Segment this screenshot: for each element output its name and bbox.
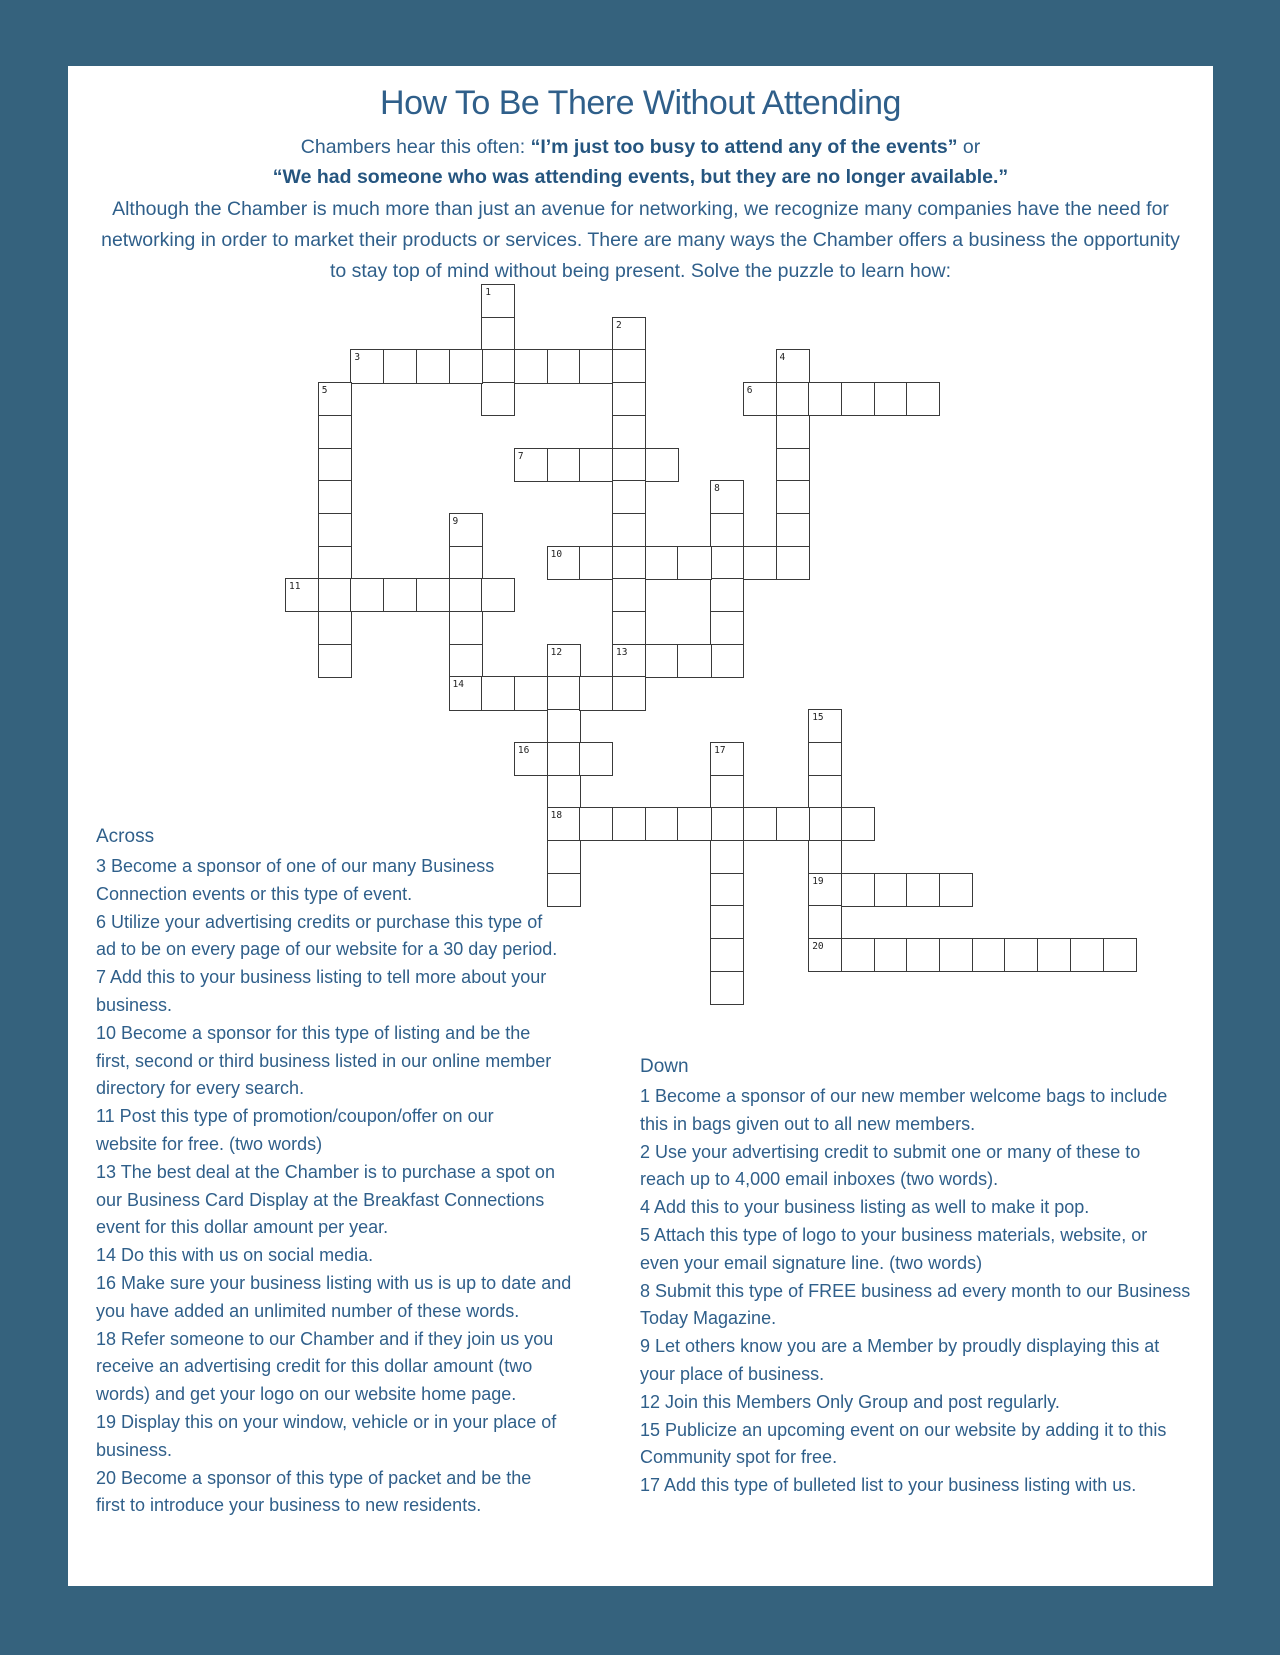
across-clue-line: 14 Do this with us on social media. xyxy=(96,1245,374,1266)
crossword-cell[interactable] xyxy=(710,807,744,841)
crossword-cell[interactable] xyxy=(874,938,908,972)
crossword-cell[interactable] xyxy=(645,807,679,841)
crossword-cell[interactable] xyxy=(612,448,646,482)
crossword-cell[interactable] xyxy=(645,546,679,580)
crossword-cell[interactable] xyxy=(514,349,548,383)
down-clue-line: this in bags given out to all new members. xyxy=(640,1113,976,1134)
crossword-cell[interactable] xyxy=(547,873,581,907)
crossword-cell[interactable] xyxy=(710,513,744,547)
crossword-cell[interactable] xyxy=(612,676,646,710)
across-clue-line: 16 Make sure your business listing with us is up to date and xyxy=(96,1273,572,1293)
crossword-cell[interactable] xyxy=(612,546,646,580)
across-clue-line: 7 Add this to your business listing to tell more about your xyxy=(96,967,547,988)
crossword-cell[interactable] xyxy=(710,546,744,580)
down-clue-line: even your email signature line. (two words) xyxy=(640,1252,983,1273)
crossword-cell[interactable] xyxy=(612,513,646,547)
down-clue-line: reach up to 4,000 email inboxes (two words). xyxy=(640,1169,999,1190)
intro-quote-2: “We had someone who was attending events, but they are no longer available.” xyxy=(272,166,1009,188)
crossword-cell[interactable] xyxy=(547,349,581,383)
across-clue-line: directory for every search. xyxy=(96,1078,305,1099)
crossword-cell[interactable] xyxy=(612,578,646,612)
crossword-cell[interactable] xyxy=(1004,938,1038,972)
clue-number-7: 7 xyxy=(517,450,524,462)
crossword-cell[interactable] xyxy=(612,807,646,841)
crossword-cell[interactable] xyxy=(808,840,842,874)
across-clue-line: 10 Become a sponsor for this type of listing and be the xyxy=(96,1022,531,1043)
crossword-cell[interactable] xyxy=(645,448,679,482)
crossword-cell[interactable] xyxy=(318,644,352,678)
clue-number-20: 20 xyxy=(812,941,824,952)
clue-number-12: 12 xyxy=(550,646,563,658)
crossword-cell[interactable] xyxy=(677,807,711,841)
crossword-cell[interactable] xyxy=(481,349,515,383)
crossword-cell[interactable] xyxy=(710,971,744,1005)
clue-number-10: 10 xyxy=(550,548,563,560)
down-heading: Down xyxy=(640,1056,689,1077)
crossword-cell[interactable] xyxy=(776,513,810,547)
crossword-cell[interactable] xyxy=(841,873,875,907)
across-clue-line: business. xyxy=(96,1439,173,1460)
crossword-cell[interactable] xyxy=(481,578,515,612)
crossword-cell[interactable] xyxy=(579,448,613,482)
across-clue-line: you have added an unlimited number of these words. xyxy=(96,1300,520,1321)
across-clue-line: business. xyxy=(96,995,173,1015)
crossword-cell[interactable] xyxy=(547,448,581,482)
crossword-cell[interactable] xyxy=(808,382,842,416)
clue-number-16: 16 xyxy=(517,744,530,756)
clue-number-9: 9 xyxy=(452,515,459,527)
crossword-cell[interactable] xyxy=(874,873,908,907)
clue-number-2: 2 xyxy=(616,319,622,331)
crossword-cell[interactable] xyxy=(612,480,646,514)
crossword-cell[interactable] xyxy=(808,775,842,809)
crossword-cell[interactable] xyxy=(612,349,646,383)
crossword-cell[interactable] xyxy=(579,676,613,710)
crossword-cell[interactable] xyxy=(514,676,548,710)
crossword-cell[interactable] xyxy=(318,611,352,645)
crossword-cell[interactable] xyxy=(547,676,581,710)
across-clue-line: website for free. (two words) xyxy=(96,1134,323,1154)
clue-number-17: 17 xyxy=(714,744,726,756)
crossword-cell[interactable] xyxy=(710,578,744,612)
crossword-cell[interactable] xyxy=(743,807,777,841)
crossword-cell[interactable] xyxy=(710,840,744,874)
clue-number-6: 6 xyxy=(746,385,753,397)
crossword-cell[interactable] xyxy=(579,742,613,776)
crossword-cell[interactable] xyxy=(939,873,973,907)
crossword-cell[interactable] xyxy=(481,382,515,416)
across-clue-line: first to introduce your business to new residents. xyxy=(96,1495,482,1516)
intro-line-1-suffix: or xyxy=(957,136,981,158)
across-clue-line: ad to be on every page of our website for a 30 day period. xyxy=(96,939,558,960)
clue-number-15: 15 xyxy=(812,712,824,724)
crossword-cell[interactable] xyxy=(547,840,581,874)
down-clue-line: Today Magazine. xyxy=(640,1308,777,1329)
intro-line-3: Although the Chamber is much more than just an avenue for networking, we recognize many companies have the need for xyxy=(112,198,1169,220)
across-clue-line: words) and get your logo on our website home page. xyxy=(96,1384,517,1405)
crossword-cell[interactable] xyxy=(547,742,581,776)
clue-number-13: 13 xyxy=(616,646,628,658)
crossword-cell[interactable] xyxy=(449,578,483,612)
down-clue-line: 8 Submit this type of FREE business ad every month to our Business xyxy=(640,1280,1191,1301)
down-clue-line: 17 Add this type of bulleted list to your business listing with us. xyxy=(640,1475,1137,1496)
crossword-cell[interactable] xyxy=(481,317,515,351)
crossword-cell[interactable] xyxy=(906,382,940,416)
across-clue-line: 19 Display this on your window, vehicle or in your place of xyxy=(96,1412,557,1432)
crossword-cell[interactable] xyxy=(874,382,908,416)
crossword-cell[interactable] xyxy=(776,448,810,482)
crossword-cell[interactable] xyxy=(645,644,679,678)
crossword-cell[interactable] xyxy=(383,578,417,612)
crossword-cell[interactable] xyxy=(579,349,613,383)
across-clue-line: Connection events or this type of event. xyxy=(96,883,413,904)
crossword-cell[interactable] xyxy=(318,415,352,449)
crossword-cell[interactable] xyxy=(808,807,842,841)
across-clue-line: 18 Refer someone to our Chamber and if they join us you xyxy=(96,1328,554,1349)
crossword-cell[interactable] xyxy=(710,611,744,645)
crossword-cell[interactable] xyxy=(841,807,875,841)
across-clue-line: 11 Post this type of promotion/coupon/offer on our xyxy=(96,1106,494,1127)
down-clue-line: 12 Join this Members Only Group and post regularly. xyxy=(640,1391,1060,1412)
crossword-cell[interactable] xyxy=(318,546,352,580)
intro-line-1-prefix: Chambers hear this often: xyxy=(300,136,531,158)
down-clue-line: 5 Attach this type of logo to your business materials, website, or xyxy=(640,1225,1148,1245)
crossword-cell[interactable] xyxy=(383,349,417,383)
crossword-cell[interactable] xyxy=(710,905,744,939)
across-clue-line: event for this dollar amount per year. xyxy=(96,1217,389,1238)
clue-number-14: 14 xyxy=(452,679,464,691)
crossword-cell[interactable] xyxy=(776,382,810,416)
down-clue-line: 15 Publicize an upcoming event on our website by adding it to this xyxy=(640,1419,1167,1440)
down-clue-line: your place of business. xyxy=(640,1364,825,1384)
across-clue-line: 13 The best deal at the Chamber is to purchase a spot on xyxy=(96,1161,555,1182)
crossword-cell[interactable] xyxy=(1103,938,1137,972)
crossword-cell[interactable] xyxy=(841,382,875,416)
crossword-cell[interactable] xyxy=(416,578,450,612)
crossword-cell[interactable] xyxy=(743,546,777,580)
crossword-cell[interactable] xyxy=(776,480,810,514)
crossword-cell[interactable] xyxy=(318,448,352,482)
crossword-cell[interactable] xyxy=(612,415,646,449)
crossword-cell[interactable] xyxy=(350,578,384,612)
intro-line-4: networking in order to market their products or services. There are many ways the Chamber offers a business the opportunity xyxy=(101,229,1180,251)
clue-number-4: 4 xyxy=(779,352,786,364)
crossword-cell[interactable] xyxy=(1037,938,1071,972)
crossword-cell[interactable] xyxy=(318,513,352,547)
crossword-cell[interactable] xyxy=(776,807,810,841)
crossword-cell[interactable] xyxy=(612,611,646,645)
crossword-cell[interactable] xyxy=(449,546,483,580)
across-clue-line: 3 Become a sponsor of one of our many Business xyxy=(96,856,495,876)
crossword-cell[interactable] xyxy=(318,578,352,612)
crossword-cell[interactable] xyxy=(808,742,842,776)
clue-number-3: 3 xyxy=(354,352,361,364)
crossword-cell[interactable] xyxy=(776,415,810,449)
crossword-cell[interactable] xyxy=(481,676,515,710)
crossword-cell[interactable] xyxy=(449,644,483,678)
crossword-cell[interactable] xyxy=(677,644,711,678)
page-title: How To Be There Without Attending xyxy=(380,84,901,122)
crossword-cell[interactable] xyxy=(808,905,842,939)
clue-number-11: 11 xyxy=(289,581,301,593)
clue-number-8: 8 xyxy=(714,483,720,495)
crossword-cell[interactable] xyxy=(906,938,940,972)
down-clue-line: 2 Use your advertising credit to submit one or many of these to xyxy=(640,1141,1141,1162)
down-clue-line: 4 Add this to your business listing as well to make it pop. xyxy=(640,1197,1090,1218)
crossword-cell[interactable] xyxy=(841,938,875,972)
crossword-cell[interactable] xyxy=(579,807,613,841)
crossword-cell[interactable] xyxy=(710,873,744,907)
intro-line-5: to stay top of mind without being present. Solve the puzzle to learn how: xyxy=(329,260,952,282)
crossword-cell[interactable] xyxy=(939,938,973,972)
across-heading: Across xyxy=(96,826,155,847)
crossword-cell[interactable] xyxy=(710,775,744,809)
crossword-cell[interactable] xyxy=(579,546,613,580)
crossword-cell[interactable] xyxy=(449,349,483,383)
crossword-cell[interactable] xyxy=(318,480,352,514)
across-clue-line: first, second or third business listed in our online member xyxy=(96,1050,552,1071)
crossword-cell[interactable] xyxy=(416,349,450,383)
down-clue-line: Community spot for free. xyxy=(640,1447,838,1468)
across-clue-line: our Business Card Display at the Breakfast Connections xyxy=(96,1189,545,1210)
crossword-cell[interactable] xyxy=(776,546,810,580)
intro-quote-1: “I’m just too busy to attend any of the events” xyxy=(530,136,958,158)
crossword-cell[interactable] xyxy=(906,873,940,907)
clue-number-5: 5 xyxy=(321,385,328,397)
across-clue-line: 20 Become a sponsor of this type of packet and be the xyxy=(96,1467,532,1488)
clue-number-18: 18 xyxy=(550,810,563,822)
crossword-cell[interactable] xyxy=(547,709,581,743)
crossword-cell[interactable] xyxy=(612,382,646,416)
crossword-cell[interactable] xyxy=(677,546,711,580)
crossword-cell[interactable] xyxy=(710,938,744,972)
crossword-cell[interactable] xyxy=(1070,938,1104,972)
crossword-cell[interactable] xyxy=(449,611,483,645)
crossword-cell[interactable] xyxy=(972,938,1006,972)
crossword-cell[interactable] xyxy=(547,775,581,809)
clue-number-1: 1 xyxy=(485,287,491,298)
across-clue-line: 6 Utilize your advertising credits or purchase this type of xyxy=(96,911,543,932)
down-clue-line: 1 Become a sponsor of our new member welcome bags to include xyxy=(640,1086,1168,1106)
down-clue-line: 9 Let others know you are a Member by proudly displaying this at xyxy=(640,1336,1160,1357)
across-clue-line: receive an advertising credit for this dollar amount (two xyxy=(96,1356,533,1377)
clue-number-19: 19 xyxy=(812,875,824,887)
puzzle-page xyxy=(68,66,1213,1586)
crossword-cell[interactable] xyxy=(710,644,744,678)
